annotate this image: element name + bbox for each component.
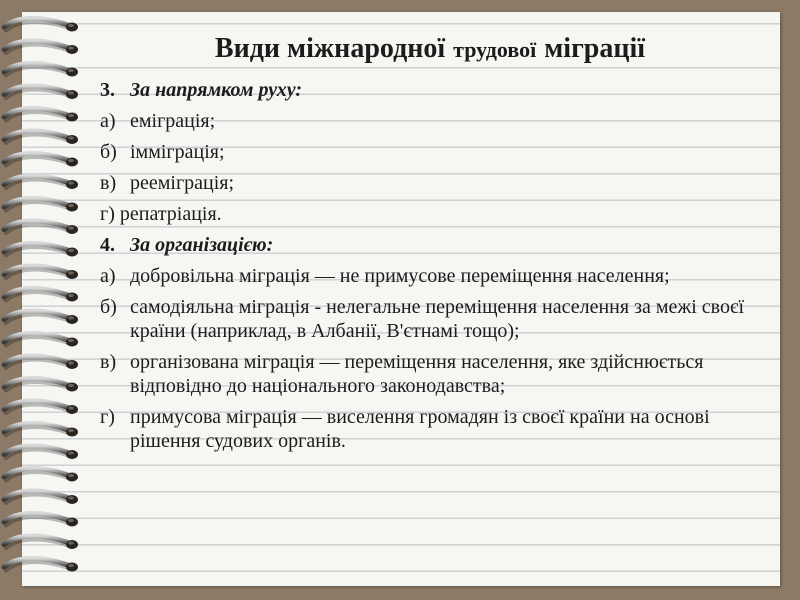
spiral-ring: [4, 514, 78, 527]
content-list: [100, 78, 760, 460]
list-item: [100, 109, 760, 133]
item-text: добровільна міграція — не примусове переміщення населення;: [130, 265, 670, 287]
spiral-ring: [4, 469, 78, 482]
spiral-ring: [4, 221, 78, 234]
item-marker: а): [100, 110, 116, 132]
item-text: самодіяльна міграція - нелегальне переміщення населення за межі своєї країни (наприклад, в Албанії, В'єтнамі тощо);: [130, 296, 745, 342]
list-item: [100, 350, 760, 398]
spiral-ring: [4, 244, 78, 257]
spiral-ring: [4, 536, 78, 549]
list-item: [100, 405, 760, 453]
spiral-ring: [4, 109, 78, 122]
spiral-ring: [4, 491, 78, 504]
spiral-ring: [4, 176, 78, 189]
list-item: [100, 140, 760, 164]
list-item: [100, 295, 760, 343]
spiral-ring: [4, 131, 78, 144]
item-marker: б): [100, 141, 117, 163]
item-text: За напрямком руху:: [130, 79, 303, 101]
spiral-ring: [4, 289, 78, 302]
item-text: За організацією:: [130, 234, 274, 256]
item-marker: а): [100, 265, 116, 287]
item-text: еміграція;: [130, 110, 216, 132]
spiral-binding: [0, 14, 110, 584]
list-item: [100, 264, 760, 288]
spiral-ring: [4, 266, 78, 279]
list-item: [100, 171, 760, 195]
spiral-ring: [4, 334, 78, 347]
list-item: [100, 233, 760, 257]
item-text: організована міграція — переміщення населення, яке здійснюється відповідно до національного законодавства;: [130, 351, 704, 397]
spiral-ring: [4, 41, 78, 54]
spiral-ring: [4, 401, 78, 414]
list-item: [100, 202, 760, 226]
spiral-ring: [4, 154, 78, 167]
title-part-1: Види міжнародної: [214, 33, 446, 64]
title-part-3: міграції: [544, 33, 646, 64]
page-title: [120, 28, 740, 65]
spiral-ring: [4, 86, 78, 99]
spiral-ring: [4, 424, 78, 437]
spiral-ring: [4, 379, 78, 392]
spiral-ring: [4, 199, 78, 212]
item-marker: б): [100, 296, 117, 318]
item-marker: в): [100, 172, 117, 194]
item-marker: г): [100, 406, 115, 428]
spiral-ring: [4, 446, 78, 459]
spiral-ring: [4, 64, 78, 77]
item-marker: 3.: [100, 79, 115, 101]
item-text: імміграція;: [130, 141, 225, 163]
spiral-ring: [4, 311, 78, 324]
spiral-ring: [4, 19, 78, 32]
title-part-2: трудової: [453, 37, 537, 62]
item-text: примусова міграція — виселення громадян із своєї країни на основі рішення судових органів.: [130, 406, 710, 452]
list-item: [100, 78, 760, 102]
item-marker: в): [100, 351, 117, 373]
item-text: рееміграція;: [130, 172, 235, 194]
spiral-ring: [4, 559, 78, 572]
item-marker: 4.: [100, 234, 115, 256]
spiral-ring: [4, 356, 78, 369]
item-text: г) репатріація.: [100, 203, 222, 225]
